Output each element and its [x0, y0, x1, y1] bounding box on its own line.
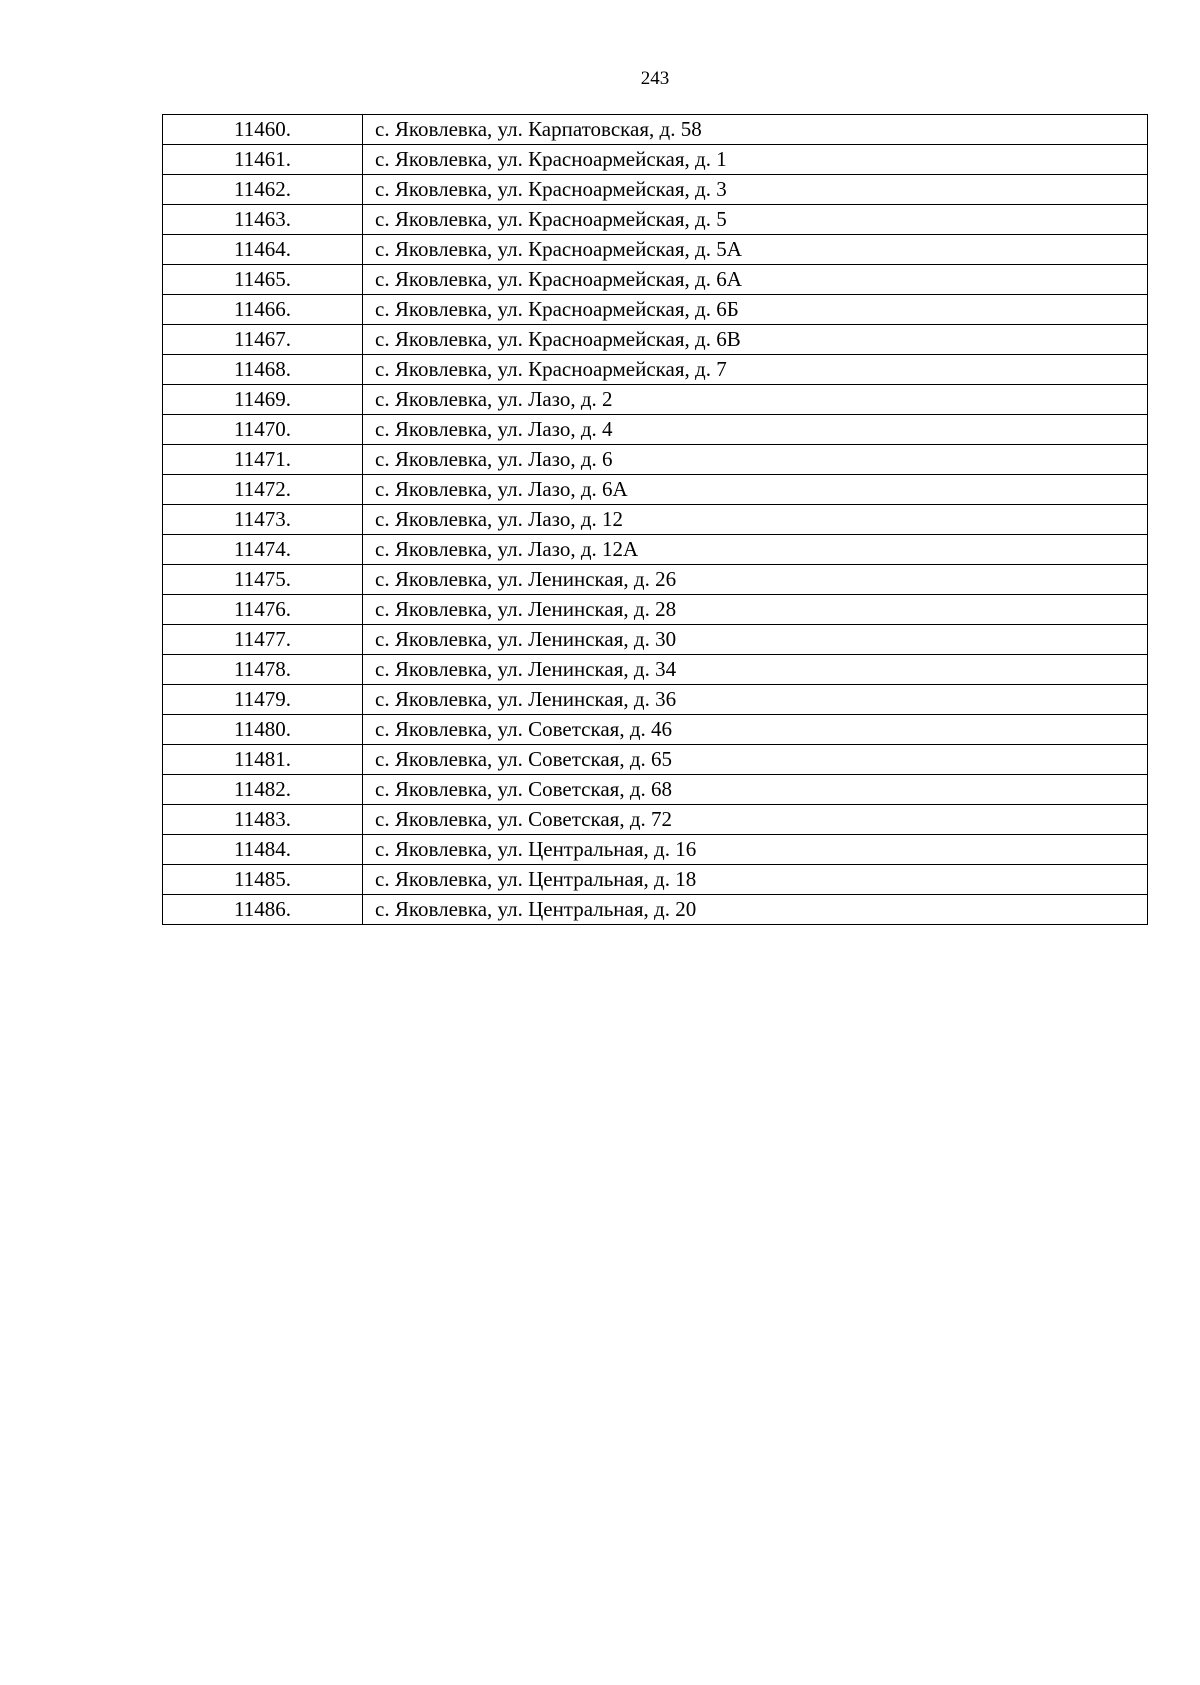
row-number-cell: 11461. — [163, 145, 363, 175]
address-cell: с. Яковлевка, ул. Советская, д. 46 — [363, 715, 1148, 745]
table-row — [163, 145, 1148, 175]
address-cell: с. Яковлевка, ул. Красноармейская, д. 6А — [363, 265, 1148, 295]
address-cell: с. Яковлевка, ул. Ленинская, д. 30 — [363, 625, 1148, 655]
row-number-cell: 11470. — [163, 415, 363, 445]
table-row — [163, 355, 1148, 385]
address-cell: с. Яковлевка, ул. Ленинская, д. 36 — [363, 685, 1148, 715]
address-cell: с. Яковлевка, ул. Ленинская, д. 34 — [363, 655, 1148, 685]
table-row — [163, 325, 1148, 355]
address-cell: с. Яковлевка, ул. Красноармейская, д. 5А — [363, 235, 1148, 265]
row-number-cell: 11475. — [163, 565, 363, 595]
address-cell: с. Яковлевка, ул. Красноармейская, д. 1 — [363, 145, 1148, 175]
address-cell: с. Яковлевка, ул. Лазо, д. 6 — [363, 445, 1148, 475]
address-cell: с. Яковлевка, ул. Красноармейская, д. 3 — [363, 175, 1148, 205]
table-row — [163, 595, 1148, 625]
table-row — [163, 565, 1148, 595]
row-number-cell: 11472. — [163, 475, 363, 505]
address-cell: с. Яковлевка, ул. Красноармейская, д. 6Б — [363, 295, 1148, 325]
address-cell: с. Яковлевка, ул. Лазо, д. 12 — [363, 505, 1148, 535]
row-number-cell: 11484. — [163, 835, 363, 865]
table-row — [163, 865, 1148, 895]
address-cell: с. Яковлевка, ул. Лазо, д. 6А — [363, 475, 1148, 505]
row-number-cell: 11467. — [163, 325, 363, 355]
row-number-cell: 11476. — [163, 595, 363, 625]
row-number-cell: 11464. — [163, 235, 363, 265]
row-number-cell: 11481. — [163, 745, 363, 775]
row-number-cell: 11468. — [163, 355, 363, 385]
row-number-cell: 11471. — [163, 445, 363, 475]
address-cell: с. Яковлевка, ул. Советская, д. 72 — [363, 805, 1148, 835]
row-number-cell: 11480. — [163, 715, 363, 745]
address-cell: с. Яковлевка, ул. Лазо, д. 2 — [363, 385, 1148, 415]
address-cell: с. Яковлевка, ул. Красноармейская, д. 6В — [363, 325, 1148, 355]
table-row — [163, 415, 1148, 445]
table-row — [163, 235, 1148, 265]
table-row — [163, 175, 1148, 205]
row-number-cell: 11479. — [163, 685, 363, 715]
address-table-body — [163, 115, 1148, 925]
table-row — [163, 445, 1148, 475]
table-row — [163, 805, 1148, 835]
address-cell: с. Яковлевка, ул. Лазо, д. 12А — [363, 535, 1148, 565]
table-row — [163, 745, 1148, 775]
table-row — [163, 385, 1148, 415]
address-cell: с. Яковлевка, ул. Центральная, д. 20 — [363, 895, 1148, 925]
address-table — [162, 114, 1148, 925]
row-number-cell: 11466. — [163, 295, 363, 325]
address-cell: с. Яковлевка, ул. Ленинская, д. 26 — [363, 565, 1148, 595]
row-number-cell: 11486. — [163, 895, 363, 925]
row-number-cell: 11482. — [163, 775, 363, 805]
row-number-cell: 11478. — [163, 655, 363, 685]
table-row — [163, 265, 1148, 295]
address-cell: с. Яковлевка, ул. Ленинская, д. 28 — [363, 595, 1148, 625]
row-number-cell: 11462. — [163, 175, 363, 205]
address-cell: с. Яковлевка, ул. Советская, д. 68 — [363, 775, 1148, 805]
row-number-cell: 11483. — [163, 805, 363, 835]
row-number-cell: 11485. — [163, 865, 363, 895]
page-number: 243 — [640, 68, 670, 89]
row-number-cell: 11469. — [163, 385, 363, 415]
table-row — [163, 475, 1148, 505]
table-row — [163, 655, 1148, 685]
row-number-cell: 11460. — [163, 115, 363, 145]
table-row — [163, 625, 1148, 655]
table-row — [163, 115, 1148, 145]
row-number-cell: 11477. — [163, 625, 363, 655]
table-row — [163, 775, 1148, 805]
address-cell: с. Яковлевка, ул. Карпатовская, д. 58 — [363, 115, 1148, 145]
address-cell: с. Яковлевка, ул. Центральная, д. 16 — [363, 835, 1148, 865]
table-row — [163, 685, 1148, 715]
address-cell: с. Яковлевка, ул. Красноармейская, д. 7 — [363, 355, 1148, 385]
address-cell: с. Яковлевка, ул. Центральная, д. 18 — [363, 865, 1148, 895]
table-row — [163, 835, 1148, 865]
table-row — [163, 895, 1148, 925]
row-number-cell: 11473. — [163, 505, 363, 535]
table-row — [163, 205, 1148, 235]
row-number-cell: 11465. — [163, 265, 363, 295]
table-row — [163, 295, 1148, 325]
table-row — [163, 535, 1148, 565]
address-cell: с. Яковлевка, ул. Советская, д. 65 — [363, 745, 1148, 775]
table-row — [163, 505, 1148, 535]
table-row — [163, 715, 1148, 745]
address-cell: с. Яковлевка, ул. Лазо, д. 4 — [363, 415, 1148, 445]
row-number-cell: 11474. — [163, 535, 363, 565]
row-number-cell: 11463. — [163, 205, 363, 235]
address-cell: с. Яковлевка, ул. Красноармейская, д. 5 — [363, 205, 1148, 235]
